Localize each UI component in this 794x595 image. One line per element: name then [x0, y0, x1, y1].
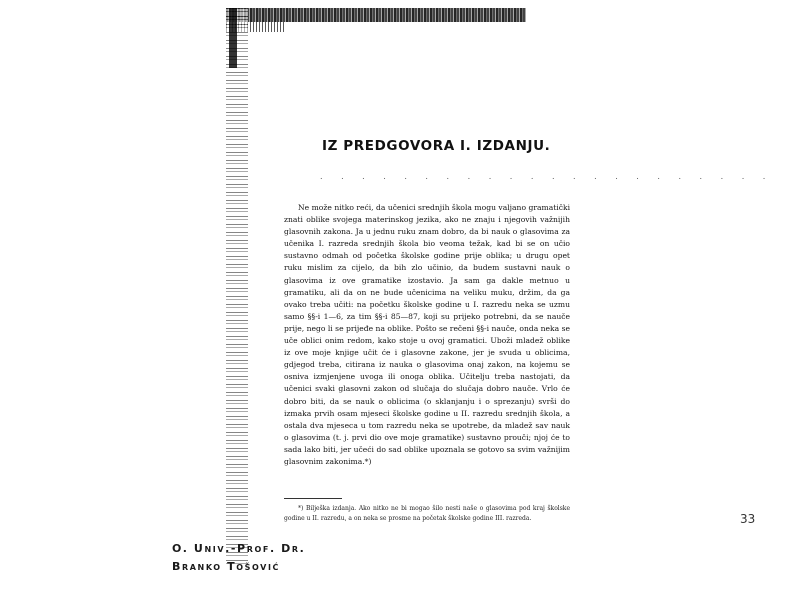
body-paragraph: Ne može nitko reći, da učenici srednjih škola mogu valjano gramatički znati oblike svojega materinskog jezika, ako ne znaju i njegovih važnijih glasovnih zakona. Ja u jednu ruku znam dobro, da bi nauk o glasovima za učenika I. razreda srednjih škola bio veoma težak, kad bi se on učio sustavno odmah od početka školske godine prije oblika; u drugu opet ruku mislim za cijelo, da bih zlo učinio, da budem sustavni nauk o glasovima iz ove gramatike izostavio. Ja sam ga dakle metnuo u gramatiku, ali da on ne bude učenicima na veliku muku, držim, da ga ovako treba učiti: na početku školske godine u I. razredu neka se uzmu samo §§-i 1—6, za tim §§-i 85—87, koji su prijeko potrebni, da se nauče prije, nego li se prijeđe na oblike. Pošto se rečeni §§-i nauče, onda neka se uče oblici onim redom, kako stoje u ovoj gramatici. Uboži mladež oblike iz ove moje knjige učit će i glasovne zakone, jer je svuda u oblicima, gdjegod treba, citirana iz nauka o glasovima onaj zakon, na kojemu se osniva izmjenjene uvoga ili onoga oblika. Učitelju treba nastojati, da učenici svaki glasovni zakon od slučaja do slučaja dobro nauče. Vrlo će dobro biti, da se nauk o oblicima (o sklanjanju i o sprezanju) svrši do izmaka prvih osam mjeseci školske godine u II. razredu srednjih škola, a ostala dva mjeseca u tom razredu neka se upotrebe, da mladež sav nauk o glasovima (t. j. prvi dio ove moje gramatike) sustavno prouči; njoj će to sada lako biti, jer učeći do sad oblike upoznala se gotovo sa svim važnijim glasovnim zakonima.*) [284, 203, 570, 466]
footnote-rule [284, 498, 342, 499]
dotted-separator: . . . . . . . . . . . . . . . . . . . . . . [320, 172, 774, 181]
author-title: O. Univ.-Prof. Dr. [172, 542, 306, 555]
page-title: IZ PREDGOVORA I. IZDANJU. [322, 138, 551, 154]
scan-edge-left [226, 8, 248, 568]
scan-edge-top [226, 8, 526, 22]
slide-number: 33 [740, 512, 756, 526]
footnote: *) Bilješka izdanja. Ako nitko ne bi mogao šilo nesti naše o glasovima pod kraj školske godine u II. razredu, a on neka se prosme na početak školske godine III. razreda. [284, 505, 570, 522]
scan-edge-left-dark [229, 8, 237, 68]
author-name: Branko Tošović [172, 560, 280, 573]
